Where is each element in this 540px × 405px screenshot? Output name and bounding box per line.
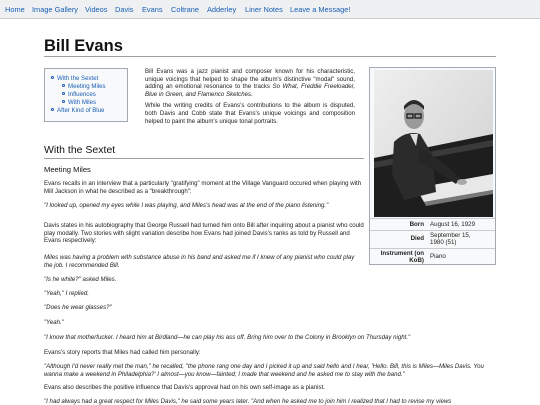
intro-text: [145, 68, 355, 129]
block-quote: "Is he white?" asked Miles.: [44, 276, 117, 283]
died-label: Died: [410, 235, 424, 242]
toc-label: With Miles: [68, 99, 97, 106]
nav-coltrane[interactable]: Coltrane: [171, 5, 199, 14]
instrument-label-note: KoB): [409, 257, 424, 264]
toc-label: With the Sextet: [57, 75, 99, 82]
nav-image-gallery[interactable]: Image Gallery: [32, 5, 79, 14]
nav-liner-notes[interactable]: Liner Notes: [245, 5, 283, 14]
block-quote: "Does he wear glasses?": [44, 304, 112, 311]
born-value: August 16, 1929: [430, 221, 476, 228]
bullet-icon: [62, 84, 65, 87]
section-title: With the Sextet: [44, 144, 116, 156]
infobox-divider: [370, 218, 495, 219]
infobox-divider: [370, 248, 495, 249]
block-quote: "Although I'd never really met the man," he recalled, "the phone rang one day and I picked it up and said hello and I hear, 'Hello. Bill, this is Miles—Miles Davis. You wanna make a weekend in Philadelphia?' I almost—you know—fainted; I made that weekend and he asked me to stay with the band.": [44, 363, 484, 378]
bullet-icon: [51, 108, 54, 111]
top-nav: [0, 0, 540, 19]
bullet-icon: [62, 100, 65, 103]
infobox: [369, 67, 496, 265]
intro-paragraph-1: Bill Evans was a jazz pianist and composer known for his characteristic, unique voicings that helped to shape the album's distinctive "modal" sound, adding an emotional resonance to the tracks So What, Freddie Freeloader, Blue in Green, and Flamenco Sketches.: [145, 68, 355, 98]
toc-label: Influences: [68, 91, 96, 98]
block-quote: Miles was having a problem with substance abuse in his band and asked me if I knew of any pianist who could play the job. I recommended Bill.: [44, 254, 355, 269]
content-paragraph: Evans also describes the positive influence that Davis's approval had on his own self-image as a pianist.: [44, 384, 325, 391]
nav-davis[interactable]: Davis: [115, 5, 134, 14]
died-value-age: 1980 (51): [430, 239, 457, 246]
nav-videos[interactable]: Videos: [85, 5, 108, 14]
nav-adderley[interactable]: Adderley: [207, 5, 237, 14]
intro-paragraph-2: While the writing credits of Evans's contributions to the album is disputed, both Davis and Cobb state that Evans's unique voicings and composition helped to paint the album's unique tonal portraits.: [145, 102, 355, 125]
table-of-contents: [44, 68, 128, 122]
infobox-divider: [370, 230, 495, 231]
block-quote: "Yeah," I replied.: [44, 290, 89, 297]
toc-item-meeting-miles[interactable]: [62, 83, 106, 91]
born-label: Born: [409, 221, 424, 228]
block-quote: "I know that motherfucker. I heard him at Birdland—he can play his ass off. Bring him over to the Colony in Brooklyn on Thursday night.": [44, 334, 411, 341]
block-quote: "I had always had a great respect for Miles Davis," he said some years later. "And when he asked me to join him I realized that I had to revise my views: [44, 398, 452, 405]
block-quote: "Yeah.": [44, 319, 64, 326]
title-divider: [44, 56, 496, 57]
content-paragraph: Davis states in his autobiography that George Russell had turned him onto Bill after inquiring about a pianist who could play modally. Two stories with slight variation describe how Evans had joined Davis's ranks as told by Russell and Evans respectively:: [44, 222, 364, 245]
toc-item-with-miles[interactable]: [62, 99, 96, 107]
bullet-icon: [62, 92, 65, 95]
died-value: September 15,: [430, 232, 471, 239]
toc-item-with-the-sextet[interactable]: [51, 75, 98, 83]
instrument-label: Instrument (on: [380, 250, 424, 257]
nav-home[interactable]: Home: [5, 5, 25, 14]
toc-label: After Kind of Blue: [57, 107, 105, 114]
section-divider: [44, 158, 364, 159]
page-title: Bill Evans: [44, 37, 123, 55]
content-paragraph: Evans recalls in an interview that a particularly "gratifying" moment at the Village Vanguard occured when playing with Mill Jackson in what he described as a "breakthrough":: [44, 180, 362, 195]
toc-item-influences[interactable]: [62, 91, 96, 99]
content-paragraph: Evans's story reports that Miles had called him personally:: [44, 349, 201, 356]
block-quote: "I looked up, opened my eyes while I was playing, and Miles's head was at the end of the piano listening.": [44, 202, 329, 209]
bill-evans-photo: [374, 70, 493, 217]
subsection-title: Meeting Miles: [44, 165, 91, 174]
toc-label: Meeting Miles: [68, 83, 106, 90]
instrument-value: Piano: [430, 253, 446, 260]
bullet-icon: [51, 76, 54, 79]
toc-item-after-kind-of-blue[interactable]: [51, 107, 104, 115]
nav-leave-message[interactable]: Leave a Message!: [290, 5, 351, 14]
nav-evans[interactable]: Evans: [142, 5, 163, 14]
